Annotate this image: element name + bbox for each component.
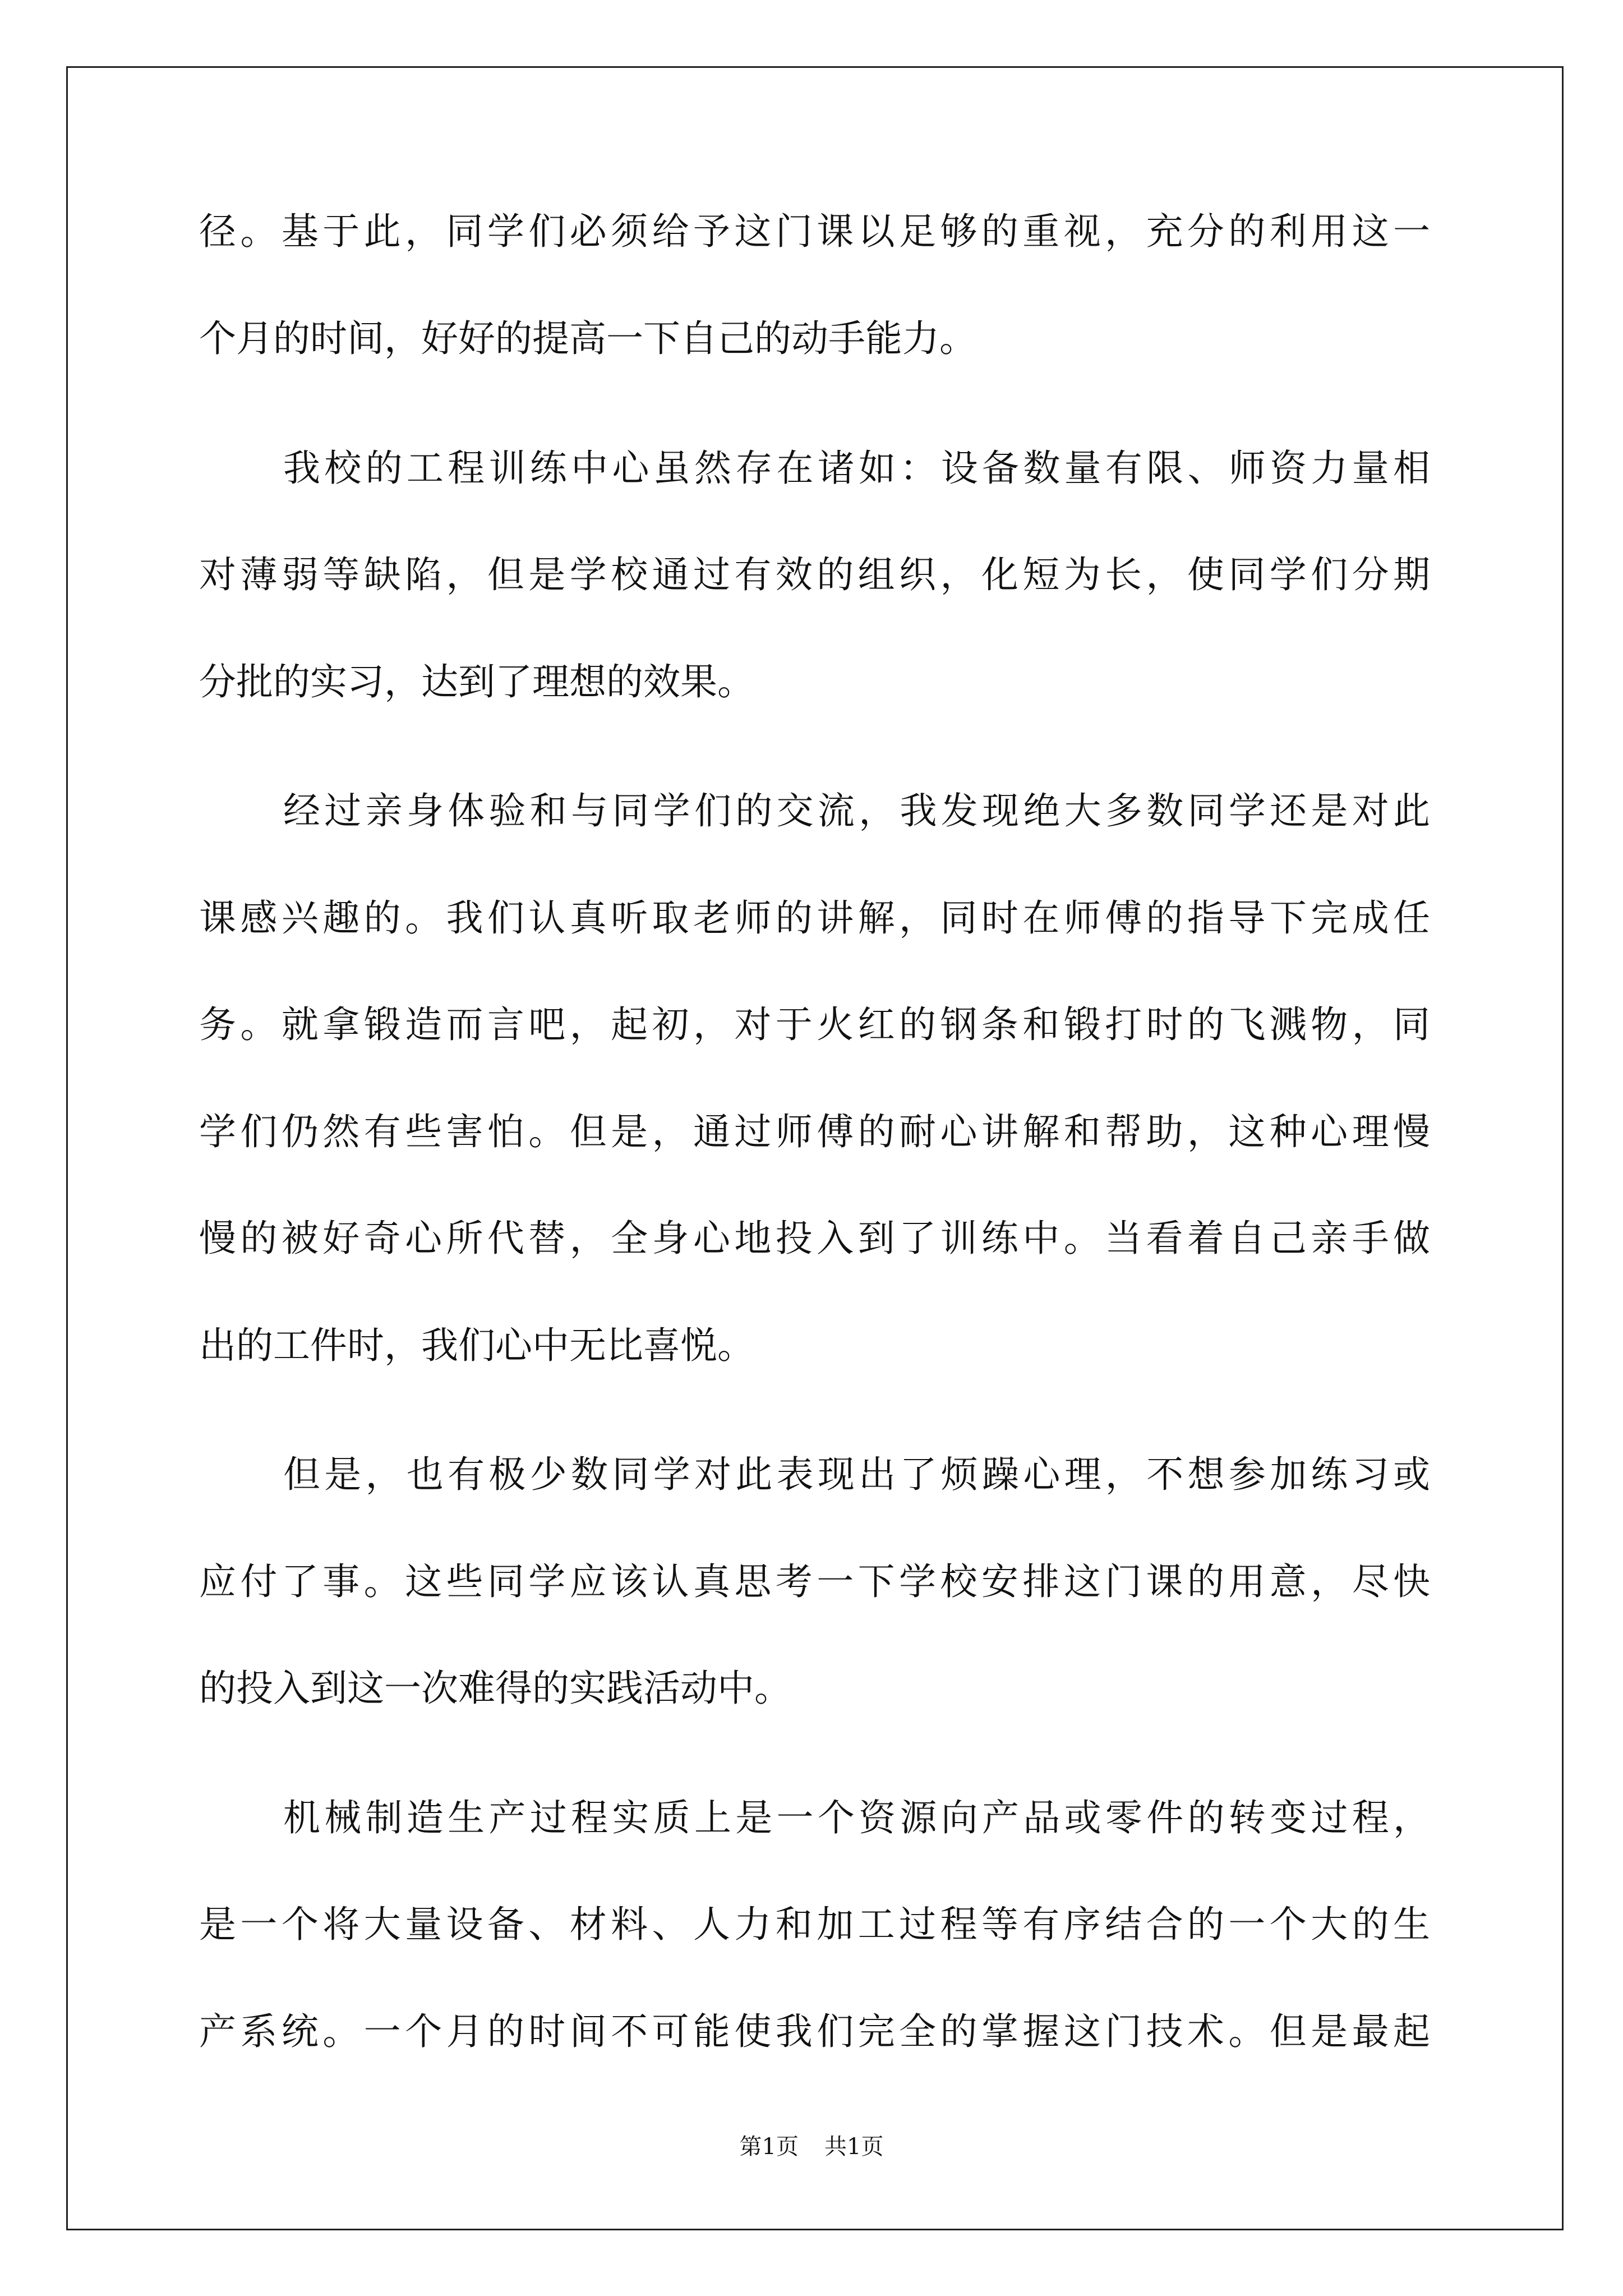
text-line: 是一个将大量设备、材料、人力和加工过程等有序结合的一个大的生 — [199, 1903, 1430, 1946]
paragraph-start-line: 机械制造生产过程实质上是一个资源向产品或零件的转变过程， — [283, 1796, 1430, 1839]
text-line: 分批的实习，达到了理想的效果。 — [199, 660, 754, 703]
text-line: 径。基于此，同学们必须给予这门课以足够的重视，充分的利用这一 — [199, 210, 1430, 253]
text-line: 产系统。一个月的时间不可能使我们完全的掌握这门技术。但是最起 — [199, 2010, 1430, 2053]
page-footer — [0, 2133, 1623, 2161]
text-line: 务。就拿锻造而言吧，起初，对于火红的钢条和锻打时的飞溅物，同 — [199, 1003, 1430, 1046]
text-line: 慢的被好奇心所代替，全身心地投入到了训练中。当看着自己亲手做 — [199, 1217, 1430, 1260]
text-line: 的投入到这一次难得的实践活动中。 — [199, 1667, 791, 1710]
text-line: 个月的时间，好好的提高一下自己的动手能力。 — [199, 317, 976, 360]
paragraph-start-line: 我校的工程训练中心虽然存在诸如：设备数量有限、师资力量相 — [283, 447, 1430, 490]
page-total: 共1页 — [824, 2134, 884, 2160]
text-line: 应付了事。这些同学应该认真思考一下学校安排这门课的用意，尽快 — [199, 1560, 1430, 1603]
text-line: 课感兴趣的。我们认真听取老师的讲解，同时在师傅的指导下完成任 — [199, 896, 1430, 940]
text-line: 对薄弱等缺陷，但是学校通过有效的组织，化短为长，使同学们分期 — [199, 553, 1430, 596]
text-line: 出的工件时，我们心中无比喜悦。 — [199, 1324, 754, 1367]
paragraph-start-line: 但是，也有极少数同学对此表现出了烦躁心理，不想参加练习或 — [283, 1453, 1430, 1496]
text-line: 学们仍然有些害怕。但是，通过师傅的耐心讲解和帮助，这种心理慢 — [199, 1110, 1430, 1153]
paragraph-start-line: 经过亲身体验和与同学们的交流，我发现绝大多数同学还是对此 — [283, 789, 1430, 832]
page-number: 第1页 — [739, 2134, 799, 2160]
